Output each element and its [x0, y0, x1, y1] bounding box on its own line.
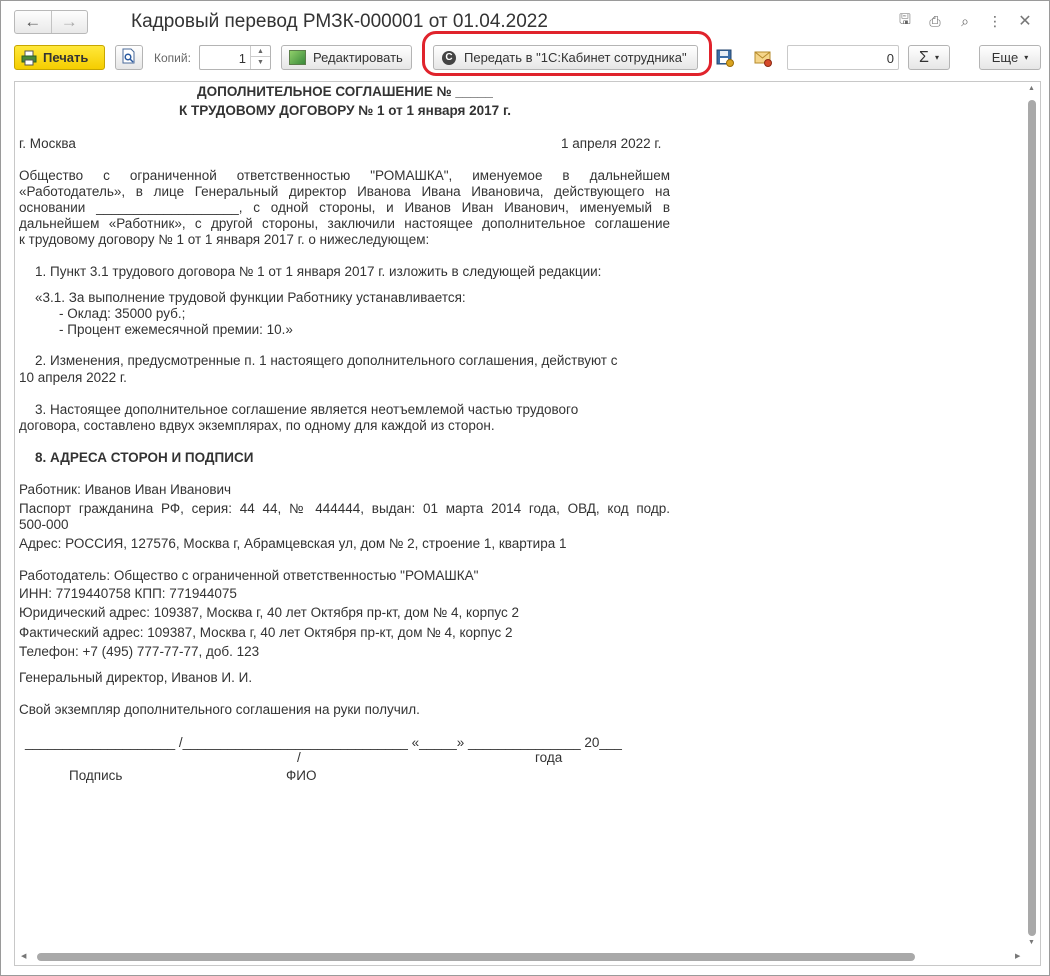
more-button-label: Еще — [991, 50, 1019, 65]
save-icon[interactable]: 🖫 — [899, 11, 911, 27]
document-city: г. Москва — [19, 136, 76, 151]
employer-name: Работодатель: Общество с ограниченной ответственностью "РОМАШКА" — [19, 568, 479, 583]
employee-passport: Паспорт гражданина РФ, серия: 44 44, № 444444, выдан: 01 марта 2014 года, ОВД, код подр. — [19, 501, 670, 516]
sum-value: 0 — [886, 51, 894, 66]
print-preview-button[interactable] — [115, 45, 143, 70]
year-label: года — [535, 750, 563, 765]
copies-stepper[interactable] — [199, 45, 271, 70]
back-arrow-icon[interactable]: ← — [24, 12, 42, 31]
section-8-heading: 8. АДРЕСА СТОРОН И ПОДПИСИ — [35, 450, 254, 465]
preview-icon[interactable]: ⌕ — [961, 12, 969, 29]
edit-button[interactable] — [281, 45, 412, 70]
employee-address: Адрес: РОССИЯ, 127576, Москва г, Абрамцевская ул, дом № 2, строение 1, квартира 1 — [19, 536, 567, 551]
sigma-icon: Σ — [919, 48, 929, 66]
document-subheading: К ТРУДОВОМУ ДОГОВОРУ № 1 от 1 января 2017 г. — [179, 103, 511, 118]
employer-inn: ИНН: 7719440758 КПП: 771944075 — [19, 586, 237, 601]
chevron-down-icon: ▾ — [1024, 53, 1029, 62]
print-button[interactable] — [14, 45, 105, 70]
spin-down-icon[interactable]: ▼ — [257, 59, 264, 66]
full-name-label: ФИО — [286, 768, 317, 783]
edit-button-label: Редактировать — [313, 50, 403, 65]
clause-3-continued: договора, составлено вдвух экземплярах, по одному для каждой из сторон. — [19, 418, 495, 433]
copies-spinner — [250, 46, 270, 69]
highlight-annotation — [422, 31, 712, 76]
scroll-left-icon[interactable]: ◀ — [21, 953, 27, 960]
1c-logo-icon: С — [442, 51, 456, 65]
vertical-scroll-thumb[interactable] — [1028, 100, 1036, 936]
navigation-buttons — [14, 10, 88, 34]
employer-actual-address: Фактический адрес: 109387, Москва г, 40 лет Октября пр-кт, дом № 4, корпус 2 — [19, 625, 513, 640]
page-search-icon — [122, 48, 136, 67]
intro-line: к трудовому договору № 1 от 1 января 2017 г. о нижеследующем: — [19, 232, 430, 247]
signature-label: Подпись — [69, 768, 123, 783]
chevron-down-icon: ▾ — [934, 53, 939, 62]
employee-name: Работник: Иванов Иван Иванович — [19, 482, 232, 497]
intro-line: Общество с ограниченной ответственностью "РОМАШКА", именуемое в дальнейшем — [19, 168, 670, 183]
clause-1-quote: «3.1. За выполнение трудовой функции Работнику устанавливается: — [35, 290, 466, 305]
signature-blanks: ____________________ /______________________________ «_____» _______________ 20___ — [25, 735, 622, 750]
clause-1: 1. Пункт 3.1 трудового договора № 1 от 1 января 2017 г. изложить в следующей редакции: — [35, 264, 602, 279]
director-signature-line: Генеральный директор, Иванов И. И. — [19, 670, 253, 685]
document-viewer[interactable] — [14, 81, 1041, 966]
forward-arrow-icon[interactable]: → — [51, 11, 88, 33]
send-button-label: Передать в "1С:Кабинет сотрудника" — [464, 50, 687, 65]
signature-slash: / — [297, 750, 301, 765]
clause-1-bonus: - Процент ежемесячной премии: 10.» — [59, 322, 293, 337]
printer-icon — [21, 50, 37, 66]
document-date: 1 апреля 2022 г. — [561, 136, 662, 151]
clause-2-continued: 10 апреля 2022 г. — [19, 370, 127, 385]
window-title: Кадровый перевод РМЗК-000001 от 01.04.2022 — [131, 11, 548, 32]
horizontal-scrollbar[interactable] — [15, 950, 1027, 964]
scroll-right-icon[interactable]: ▶ — [1015, 953, 1021, 960]
receipt-statement: Свой экземпляр дополнительного соглашения на руки получил. — [19, 702, 420, 717]
spin-up-icon[interactable]: ▲ — [251, 46, 270, 57]
document-heading: ДОПОЛНИТЕЛЬНОЕ СОГЛАШЕНИЕ № _____ — [197, 84, 493, 99]
clause-2: 2. Изменения, предусмотренные п. 1 настоящего дополнительного соглашения, действуют с — [35, 353, 618, 368]
employer-phone: Телефон: +7 (495) 777-77-77, доб. 123 — [19, 644, 260, 659]
intro-line: «Работодатель», в лице Генеральный директор Иванова Ивана Ивановича, действующего на — [19, 184, 670, 199]
scroll-down-icon[interactable]: ▼ — [1028, 939, 1035, 946]
employee-passport-code: 500-000 — [19, 517, 69, 532]
close-icon[interactable]: ✕ — [1018, 13, 1032, 30]
clause-3: 3. Настоящее дополнительное соглашение является неотъемлемой частью трудового — [35, 402, 579, 417]
copies-value: 1 — [238, 51, 246, 66]
print-button-label: Печать — [43, 50, 89, 65]
window-controls — [895, 12, 1035, 30]
scroll-up-icon[interactable]: ▲ — [1028, 85, 1035, 92]
document-content — [15, 82, 1025, 950]
horizontal-scroll-thumb[interactable] — [37, 953, 915, 961]
save-to-disk-icon[interactable] — [713, 46, 737, 70]
edit-table-icon — [289, 50, 306, 65]
print-icon[interactable]: ⎙ — [929, 12, 941, 29]
more-vertical-icon[interactable]: ⋮ — [988, 12, 1002, 29]
more-button[interactable] — [979, 45, 1041, 70]
copies-label: Копий: — [154, 51, 191, 65]
vertical-scrollbar[interactable] — [1025, 82, 1039, 951]
intro-line: дальнейшем «Работник», с другой стороны, заключили настоящее дополнительное соглашение — [19, 216, 670, 231]
send-email-icon[interactable] — [751, 46, 775, 70]
clause-1-salary: - Оклад: 35000 руб.; — [59, 306, 186, 321]
sum-field[interactable] — [787, 45, 899, 70]
intro-line: основании ___________________, с одной стороны, и Иванов Иван Иванович, именуемый в — [19, 200, 670, 215]
employer-legal-address: Юридический адрес: 109387, Москва г, 40 лет Октября пр-кт, дом № 4, корпус 2 — [19, 605, 520, 620]
sum-dropdown-button[interactable] — [908, 45, 950, 70]
